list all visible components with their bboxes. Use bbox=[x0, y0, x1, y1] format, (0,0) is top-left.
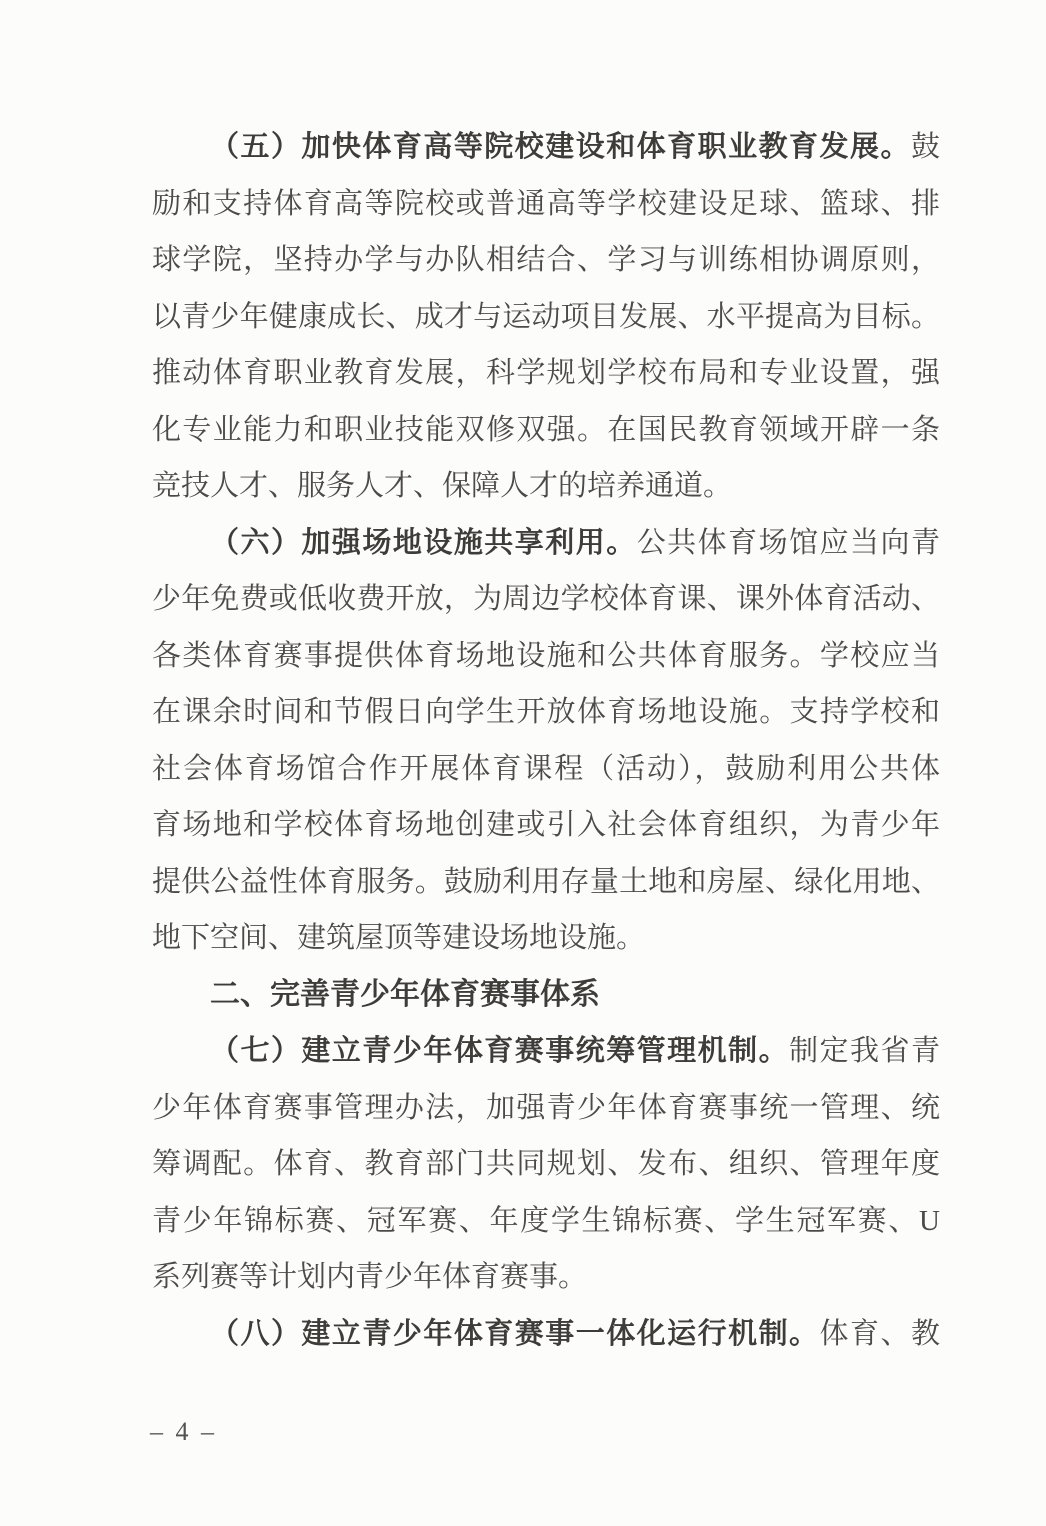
text-segment: 推动体育职业教育发展，科学规划学校布局和专业设置，强 bbox=[152, 357, 940, 389]
text-line bbox=[152, 176, 940, 233]
text-segment: 公共体育场馆应当向青 bbox=[636, 526, 940, 559]
text-line bbox=[152, 1080, 940, 1137]
text-segment: 以青少年健康成长、成才与运动项目发展、水平提高为目标。 bbox=[152, 300, 940, 333]
text-segment: 各类体育赛事提供体育场地设施和公共体育服务。学校应当 bbox=[152, 639, 940, 672]
bold-text-segment: （五）加快体育高等院校建设和体育职业教育发展。 bbox=[210, 131, 911, 163]
text-line bbox=[152, 910, 940, 967]
text-line bbox=[152, 1249, 940, 1306]
bold-text-segment: 二、完善青少年体育赛事体系 bbox=[210, 977, 600, 1011]
text-segment: 体育、教 bbox=[819, 1317, 940, 1350]
text-segment: 地下空间、建筑屋顶等建设场地设施。 bbox=[152, 922, 646, 954]
text-segment: 育场地和学校体育场地创建或引入社会体育组织，为青少年 bbox=[152, 809, 940, 841]
text-segment: 励和支持体育高等院校或普通高等学校建设足球、篮球、排 bbox=[152, 187, 940, 220]
text-segment: 球学院，坚持办学与办队相结合、学习与训练相协调原则， bbox=[152, 244, 940, 276]
text-line bbox=[152, 1136, 940, 1193]
text-line bbox=[152, 458, 940, 515]
text-line bbox=[152, 741, 940, 798]
text-segment: 少年免费或低收费开放，为周边学校体育课、课外体育活动、 bbox=[152, 583, 940, 615]
text-line bbox=[152, 1023, 940, 1080]
text-segment: 在课余时间和节假日向学生开放体育场地设施。支持学校和 bbox=[152, 696, 940, 728]
page-number: – 4 – bbox=[150, 1417, 217, 1446]
text-line bbox=[152, 571, 940, 628]
text-segment: 青少年锦标赛、冠军赛、年度学生锦标赛、学生冠军赛、U bbox=[152, 1204, 940, 1237]
text-line bbox=[152, 402, 940, 459]
text-segment: 筹调配。体育、教育部门共同规划、发布、组织、管理年度 bbox=[152, 1148, 940, 1180]
text-line bbox=[152, 684, 940, 741]
text-segment: 少年体育赛事管理办法，加强青少年体育赛事统一管理、统 bbox=[152, 1091, 940, 1124]
text-line bbox=[152, 1193, 940, 1250]
text-segment: 提供公益性体育服务。鼓励利用存量土地和房屋、绿化用地、 bbox=[152, 865, 940, 898]
text-segment: 制定我省青 bbox=[789, 1035, 940, 1067]
text-line bbox=[152, 119, 940, 176]
text-line bbox=[152, 289, 940, 346]
text-line bbox=[152, 232, 940, 289]
bold-text-segment: （八）建立青少年体育赛事一体化运行机制。 bbox=[210, 1317, 820, 1350]
bold-text-segment: （六）加强场地设施共享利用。 bbox=[210, 526, 637, 559]
section-heading bbox=[152, 967, 940, 1024]
bold-text-segment: （七）建立青少年体育赛事统筹管理机制。 bbox=[210, 1035, 790, 1067]
text-segment: 鼓 bbox=[910, 131, 940, 163]
text-line bbox=[152, 854, 940, 911]
text-line bbox=[152, 515, 940, 572]
text-line bbox=[152, 1306, 940, 1363]
text-segment: 化专业能力和职业技能双修双强。在国民教育领域开辟一条 bbox=[152, 413, 940, 446]
text-line bbox=[152, 628, 940, 685]
document-body bbox=[152, 119, 940, 1362]
text-line bbox=[152, 797, 940, 854]
text-line bbox=[152, 345, 940, 402]
text-segment: 社会体育场馆合作开展体育课程（活动），鼓励利用公共体 bbox=[152, 752, 940, 785]
text-segment: 竞技人才、服务人才、保障人才的培养通道。 bbox=[152, 470, 733, 502]
text-segment: 系列赛等计划内青少年体育赛事。 bbox=[152, 1261, 588, 1293]
